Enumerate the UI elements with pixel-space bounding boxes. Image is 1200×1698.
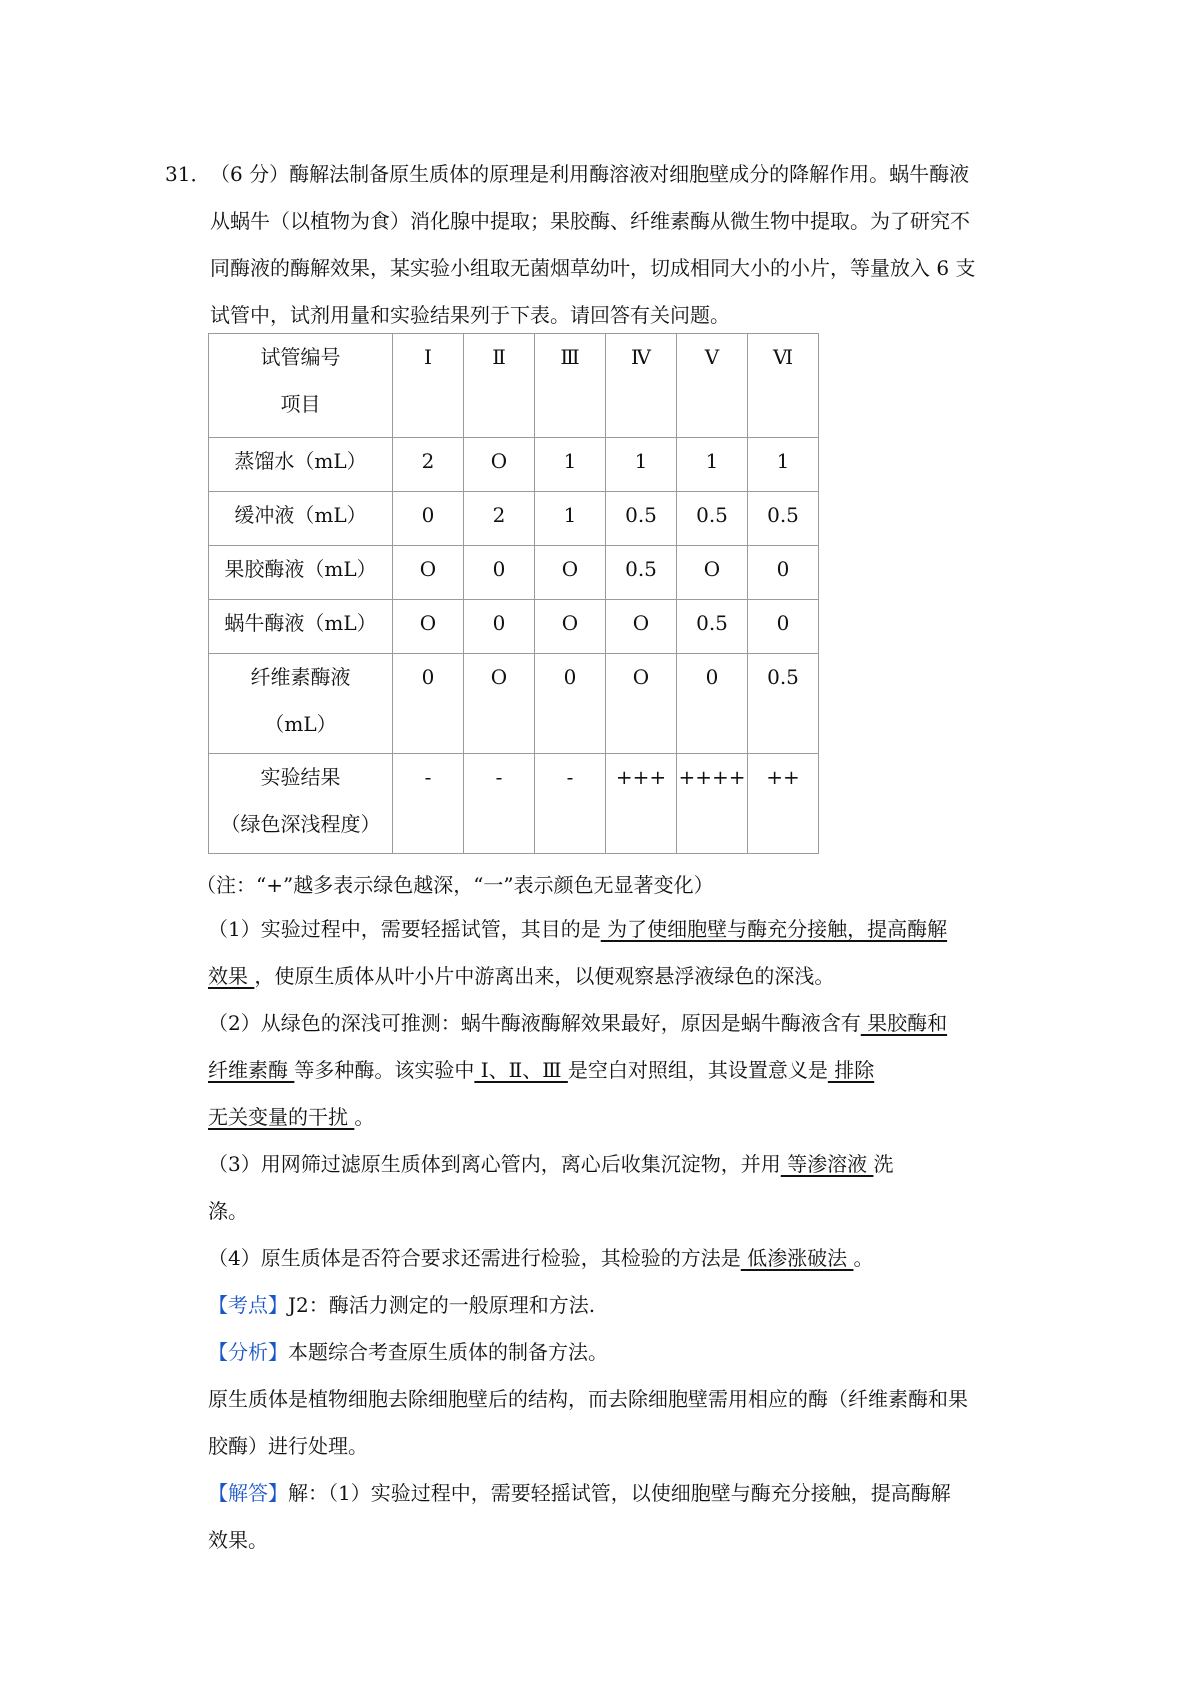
row-label: 缓冲液（mL） xyxy=(209,492,393,546)
row-label: 果胶酶液（mL） xyxy=(209,546,393,600)
table-cell: 0 xyxy=(748,546,819,600)
kaodian-tag: 【考点】 xyxy=(208,1293,288,1317)
question-intro xyxy=(165,151,1025,339)
table-header-row xyxy=(209,334,819,438)
table-cell: 0 xyxy=(535,654,606,754)
table-cell: 1 xyxy=(677,438,748,492)
table-cell: ++ xyxy=(748,754,819,854)
answer-blank: 低渗涨破法 xyxy=(740,1246,854,1270)
answer-blank: 为了使细胞壁与酶充分接触，提高酶解 xyxy=(600,917,948,941)
table-cell: 2 xyxy=(464,492,535,546)
table-cell: O xyxy=(535,546,606,600)
row-label: 蜗牛酶液（mL） xyxy=(209,600,393,654)
table-cell: 0 xyxy=(393,492,464,546)
table-cell: 0 xyxy=(464,600,535,654)
table-row xyxy=(209,546,819,600)
jieda: 【解答】解：（1）实验过程中，需要轻摇试管，以使细胞壁与酶充分接触，提高酶解 效果。 xyxy=(208,1481,951,1552)
table-cell: 1 xyxy=(748,438,819,492)
tube-header: Ⅵ xyxy=(748,334,819,438)
table-cell: 0.5 xyxy=(677,492,748,546)
answer-3: （3）用网筛过滤原生质体到离心管内，离心后收集沉淀物，并用 等渗溶液 洗 涤。 xyxy=(208,1152,894,1223)
table-row xyxy=(209,654,819,754)
answer-blank: 果胶酶和 xyxy=(860,1011,948,1035)
answer-blank: 效果 xyxy=(208,964,255,988)
table-cell: - xyxy=(393,754,464,854)
table-cell: 0.5 xyxy=(606,492,677,546)
tube-header: Ⅰ xyxy=(393,334,464,438)
table-cell: - xyxy=(535,754,606,854)
table-cell: 2 xyxy=(393,438,464,492)
jieda-tag: 【解答】 xyxy=(208,1481,288,1505)
tube-header: Ⅱ xyxy=(464,334,535,438)
answer-2: （2）从绿色的深浅可推测：蜗牛酶液酶解效果最好，原因是蜗牛酶液含有 果胶酶和 纤维素酶 等多种酶。该实验中 Ⅰ、Ⅱ、Ⅲ 是空白对照组，其设置意义是 排除 无关变量的干扰 。 xyxy=(208,1011,948,1129)
question-line-1: 31．（6 分）酶解法制备原生质体的原理是利用酶溶液对细胞壁成分的降解作用。蜗牛酶液 xyxy=(165,151,1025,198)
question-line-2: 从蜗牛（以植物为食）消化腺中提取；果胶酶、纤维素酶从微生物中提取。为了研究不 xyxy=(210,209,970,233)
table-cell: 0.5 xyxy=(606,546,677,600)
table-cell: 0 xyxy=(464,546,535,600)
analysis-text: 原生质体是植物细胞去除细胞壁后的结构，而去除细胞壁需用相应的酶（纤维素酶和果 胶酶）进行处理。 xyxy=(208,1387,968,1458)
table-row xyxy=(209,492,819,546)
table-cell: 0 xyxy=(677,654,748,754)
table-cell: 0 xyxy=(748,600,819,654)
answer-blank: 等渗溶液 xyxy=(780,1152,874,1176)
table-cell: 0.5 xyxy=(748,492,819,546)
fenxi-tag: 【分析】 xyxy=(208,1340,288,1364)
table-cell: 0.5 xyxy=(748,654,819,754)
tube-header: Ⅴ xyxy=(677,334,748,438)
table-cell: O xyxy=(606,600,677,654)
question-number: 31． xyxy=(165,162,211,186)
table-cell: ++++ xyxy=(677,754,748,854)
table-row xyxy=(209,438,819,492)
table-cell: 1 xyxy=(535,438,606,492)
experiment-table xyxy=(208,333,819,854)
table-cell: - xyxy=(464,754,535,854)
table-row-result xyxy=(209,754,819,854)
table-cell: O xyxy=(393,600,464,654)
table-cell: 1 xyxy=(535,492,606,546)
row-label: 蒸馏水（mL） xyxy=(209,438,393,492)
row-label: 纤维素酶液 （mL） xyxy=(209,654,393,754)
answer-blank: Ⅰ、Ⅱ、Ⅲ xyxy=(474,1058,568,1082)
tube-header: Ⅳ xyxy=(606,334,677,438)
row-label: 实验结果 （绿色深浅程度） xyxy=(209,754,393,854)
answer-4: （4）原生质体是否符合要求还需进行检验，其检验的方法是 低渗涨破法 。 xyxy=(208,1246,874,1270)
table-row xyxy=(209,600,819,654)
header-label-cell: 试管编号 项目 xyxy=(209,334,393,438)
tube-header: Ⅲ xyxy=(535,334,606,438)
fenxi: 【分析】本题综合考查原生质体的制备方法。 xyxy=(208,1340,608,1364)
table-cell: O xyxy=(464,654,535,754)
question-line-4: 试管中，试剂用量和实验结果列于下表。请回答有关问题。 xyxy=(210,303,730,327)
question-line-3: 同酶液的酶解效果，某实验小组取无菌烟草幼叶，切成相同大小的小片，等量放入 6 支 xyxy=(210,256,976,280)
answer-blank: 排除 xyxy=(827,1058,875,1082)
table-cell: 0.5 xyxy=(677,600,748,654)
answer-blank: 纤维素酶 xyxy=(208,1058,295,1082)
table-cell: O xyxy=(464,438,535,492)
table-cell: 0 xyxy=(393,654,464,754)
table-cell: O xyxy=(393,546,464,600)
table-cell: O xyxy=(606,654,677,754)
answer-1: （1）实验过程中，需要轻摇试管，其目的是 为了使细胞壁与酶充分接触，提高酶解 效果 ，使原生质体从叶小片中游离出来，以便观察悬浮液绿色的深浅。 xyxy=(208,917,948,988)
table-note: （注：“+”越多表示绿色越深，“一”表示颜色无显著变化） xyxy=(196,873,714,897)
table-cell: O xyxy=(535,600,606,654)
table-cell: +++ xyxy=(606,754,677,854)
kaodian: 【考点】J2：酶活力测定的一般原理和方法. xyxy=(208,1293,596,1317)
table-cell: O xyxy=(677,546,748,600)
table-cell: 1 xyxy=(606,438,677,492)
answer-blank: 无关变量的干扰 xyxy=(208,1105,355,1129)
